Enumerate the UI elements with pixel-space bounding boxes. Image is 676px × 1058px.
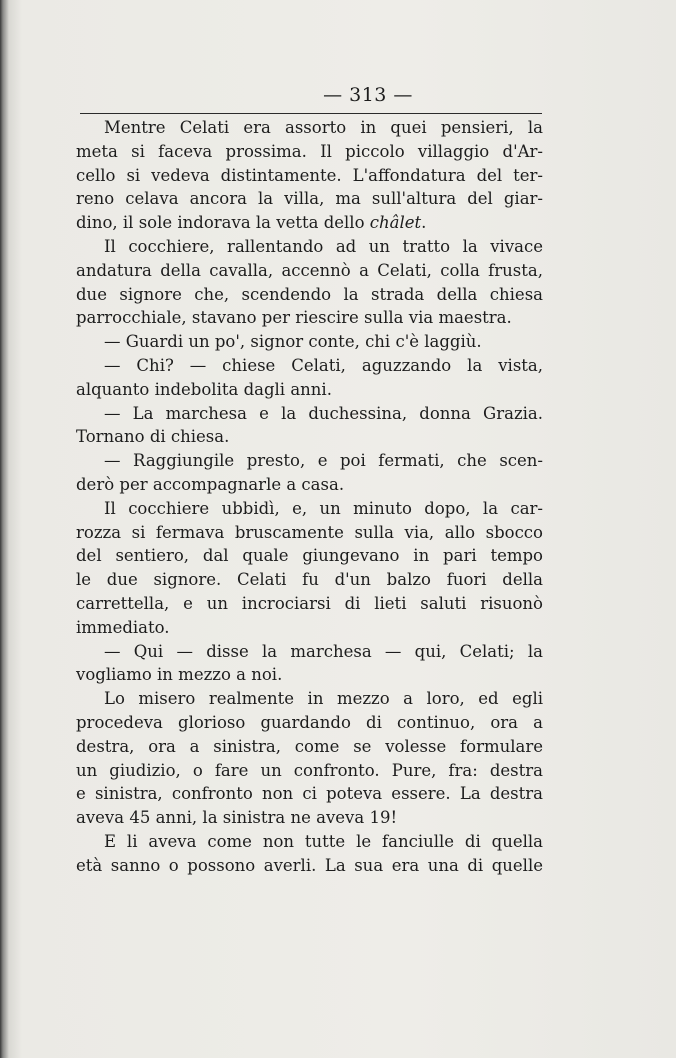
text-line: reno celava ancora la villa, ma sull'altura del giar-	[76, 189, 543, 209]
text-line: andatura della cavalla, accennò a Celati, colla frusta,	[76, 260, 543, 280]
text-line: carrettella, e un incrociarsi di lieti saluti risuonò	[76, 593, 543, 613]
text-line: vogliamo in mezzo a noi.	[76, 665, 283, 685]
page-number: — 313 —	[323, 84, 413, 106]
text-line: età sanno o possono averli. La sua era una di quelle	[76, 855, 543, 875]
text-line: destra, ora a sinistra, come se volesse formulare	[76, 736, 543, 756]
text-line: del sentiero, dal quale giungevano in pari tempo	[76, 546, 543, 566]
text-line: rozza si fermava bruscamente sulla via, allo sbocco	[76, 522, 543, 542]
text-line: E li aveva come non tutte le fanciulle di quella	[104, 831, 543, 851]
text-line: e sinistra, confronto non ci poteva essere. La destra	[76, 784, 543, 804]
text-line: aveva 45 anni, la sinistra ne aveva 19!	[76, 808, 398, 828]
italic-word: châlet	[369, 213, 422, 233]
text-line: Il cocchiere, rallentando ad un tratto la vivace	[104, 236, 543, 256]
text-line: — Qui — disse la marchesa — qui, Celati; la	[104, 641, 543, 661]
text-line: Il cocchiere ubbidì, e, un minuto dopo, la car-	[104, 498, 543, 518]
body-text	[76, 116, 543, 878]
text-line: due signore che, scendendo la strada della chiesa	[76, 284, 543, 304]
text-line: immediato.	[76, 617, 170, 637]
text-line: parrocchiale, stavano per riescire sulla via maestra.	[76, 308, 512, 328]
text-line: Mentre Celati era assorto in quei pensieri, la	[104, 118, 543, 137]
header-rule	[80, 113, 542, 114]
text-line: — Raggiungile presto, e poi fermati, che scen-	[104, 451, 543, 471]
text-line: dino, il sole indorava la vetta dello châlet.	[76, 213, 427, 233]
text-line: — Guardi un po', signor conte, chi c'è laggiù.	[104, 332, 482, 352]
text-line: Lo misero realmente in mezzo a loro, ed egli	[104, 689, 543, 709]
text-line: — La marchesa e la duchessina, donna Grazia.	[104, 403, 543, 423]
text-line: procedeva glorioso guardando di continuo, ora a	[76, 712, 543, 732]
text-line: meta si faceva prossima. Il piccolo villaggio d'Ar-	[76, 141, 543, 161]
text-line: Tornano di chiesa.	[76, 427, 230, 447]
text-line: le due signore. Celati fu d'un balzo fuori della	[76, 570, 543, 590]
text-line: cello si vedeva distintamente. L'affondatura del ter-	[76, 165, 543, 185]
text-line: — Chi? — chiese Celati, aguzzando la vista,	[104, 355, 543, 375]
text-line: derò per accompagnarle a casa.	[76, 474, 345, 494]
text-line: alquanto indebolita dagli anni.	[76, 379, 332, 399]
text-line: un giudizio, o fare un confronto. Pure, fra: destra	[76, 760, 543, 780]
